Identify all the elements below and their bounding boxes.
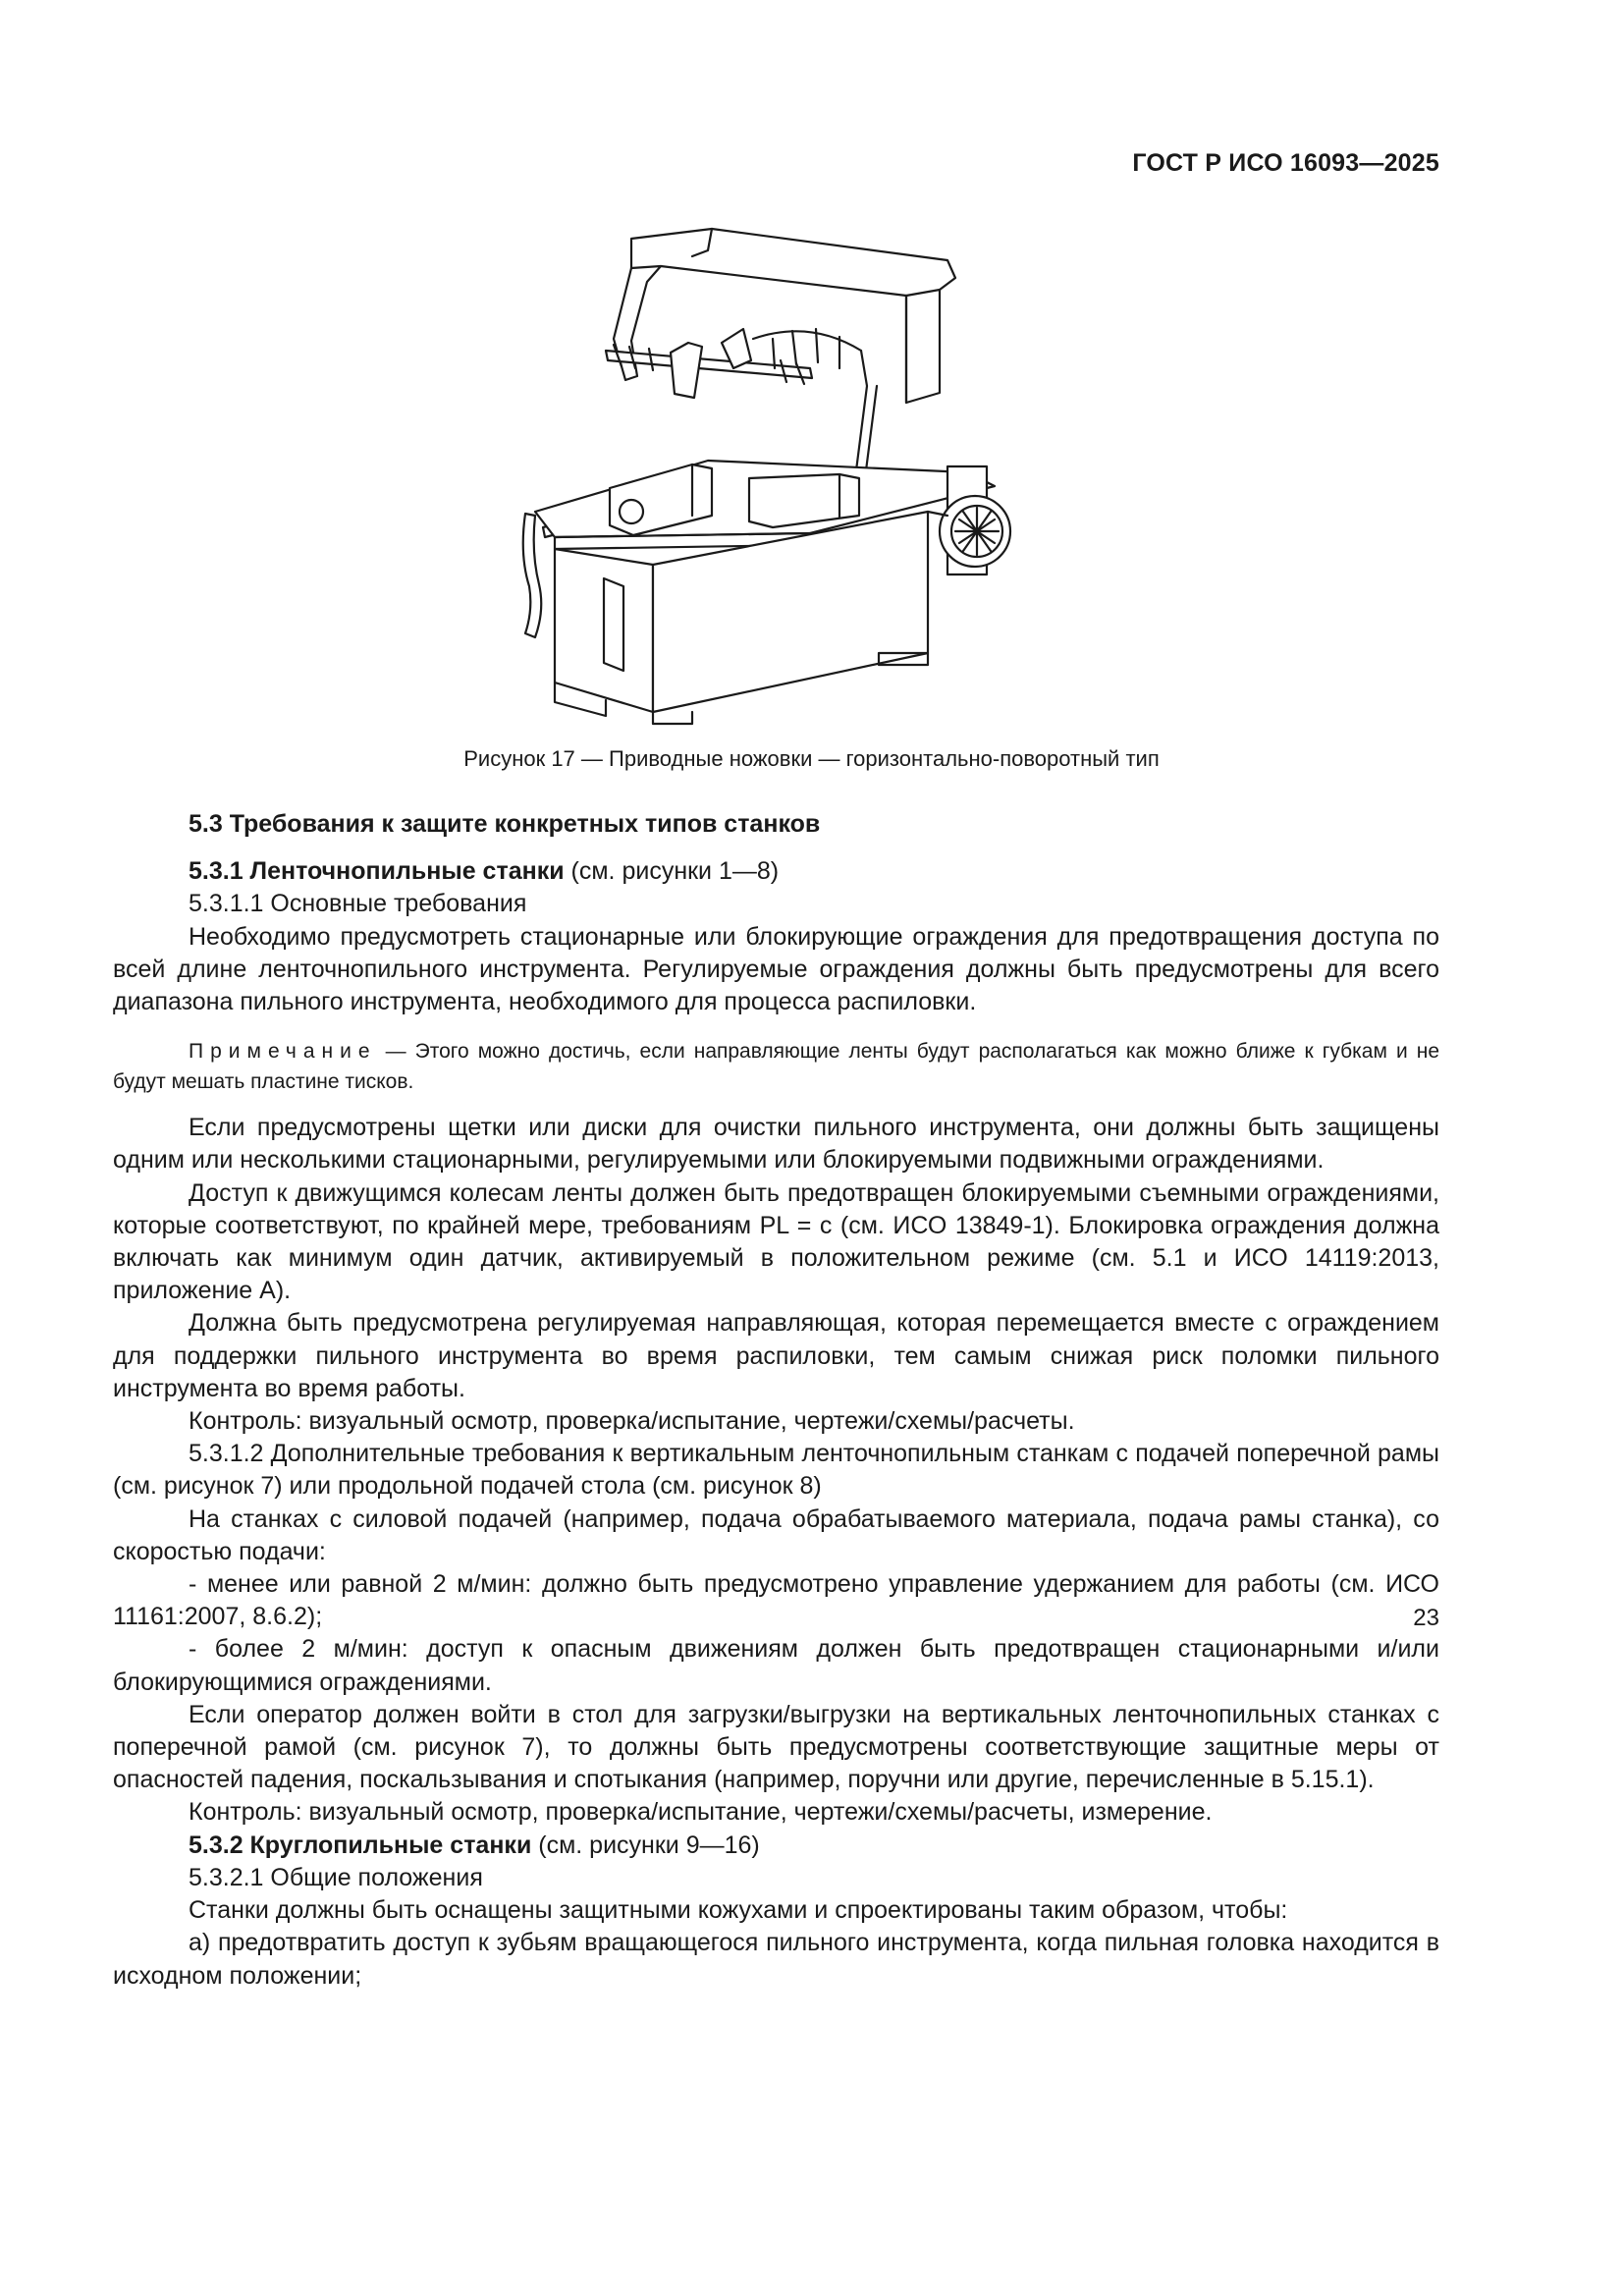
note-label: Примечание	[189, 1040, 377, 1064]
document-id-header: ГОСТ Р ИСО 16093—2025	[1132, 149, 1439, 177]
paragraph: 5.3.1.2 Дополнительные требования к вертикальным ленточнопильным станкам с подачей поперечной рамы (см. рисунок 7) или продольной подачей стола (см. рисунок 8)	[113, 1440, 1439, 1501]
list-item: - менее или равной 2 м/мин: должно быть предусмотрено управление удержанием для работы (см. ИСО 11161:2007, 8.6.2);	[113, 1570, 1439, 1631]
paragraph: Если предусмотрены щетки или диски для очистки пильного инструмента, они должны быть защищены одним или несколькими стационарными, регулируемыми или блокируемыми подвижными ограждениями.	[113, 1114, 1439, 1175]
power-hacksaw-illustration	[515, 221, 1065, 756]
paragraph: Если оператор должен войти в стол для загрузки/выгрузки на вертикальных ленточнопильных станках с поперечной рамой (см. рисунок 7), то должны быть предусмотрены соответствующие защитные меры от опасностей падения, поскальзывания и спотыкания (например, поручни или другие, перечисленные в 5.15.1).	[113, 1700, 1439, 1794]
paragraph: Контроль: визуальный осмотр, проверка/испытание, чертежи/схемы/расчеты, измерение.	[189, 1798, 1213, 1827]
paragraph: Контроль: визуальный осмотр, проверка/испытание, чертежи/схемы/расчеты.	[189, 1407, 1075, 1436]
section-heading: 5.3 Требования к защите конкретных типов станков	[189, 810, 821, 838]
paragraph: Должна быть предусмотрена регулируемая направляющая, которая перемещается вместе с ограждением для поддержки пильного инструмента во время распиловки, тем самым снижая риск поломки пильного инструмента во время работы.	[113, 1309, 1439, 1402]
paragraph: На станках с силовой подачей (например, подача обрабатываемого материала, подача рамы станка), со скоростью подачи:	[113, 1504, 1439, 1565]
list-item: а) предотвратить доступ к зубьям вращающегося пильного инструмента, когда пильная головка находится в исходном положении;	[113, 1929, 1439, 1990]
figure-caption: Рисунок 17 — Приводные ножовки — горизонтально-поворотный тип	[463, 746, 1160, 771]
paragraph: 5.3.1.1 Основные требования	[189, 890, 527, 918]
note: Примечание — Этого можно достичь, если направляющие ленты будут располагаться как можно ближе к губкам и не будут мешать пластине тисков.	[113, 1040, 1439, 1094]
subsection-heading: 5.3.2 Круглопильные станки (см. рисунки 9—16)	[189, 1831, 760, 1859]
paragraph: 5.3.2.1 Общие положения	[189, 1863, 483, 1891]
subsection-heading: 5.3.1 Ленточнопильные станки (см. рисунки 1—8)	[189, 857, 780, 886]
document-body	[113, 808, 1439, 1993]
paragraph: Необходимо предусмотреть стационарные или блокирующие ограждения для предотвращения доступа по всей длине ленточнопильного инструмента. Регулируемые ограждения должны быть предусмотрены для всего диапазона пильного инструмента, необходимого для процесса распиловки.	[113, 922, 1439, 1016]
paragraph: Станки должны быть оснащены защитными кожухами и спроектированы таким образом, чтобы:	[189, 1896, 1288, 1925]
list-item: - более 2 м/мин: доступ к опасным движениям должен быть предотвращен стационарными и/или блокирующимися ограждениями.	[113, 1635, 1439, 1696]
paragraph: Доступ к движущимся колесам ленты должен быть предотвращен блокируемыми съемными ограждениями, которые соответствуют, по крайней мере, требованиям PL = c (см. ИСО 13849-1). Блокировка ограждения должна включать как минимум один датчик, активируемый в положительном режиме (см. 5.1 и ИСО 14119:2013, приложение А).	[113, 1178, 1439, 1305]
page-number: 23	[1413, 1605, 1439, 1631]
